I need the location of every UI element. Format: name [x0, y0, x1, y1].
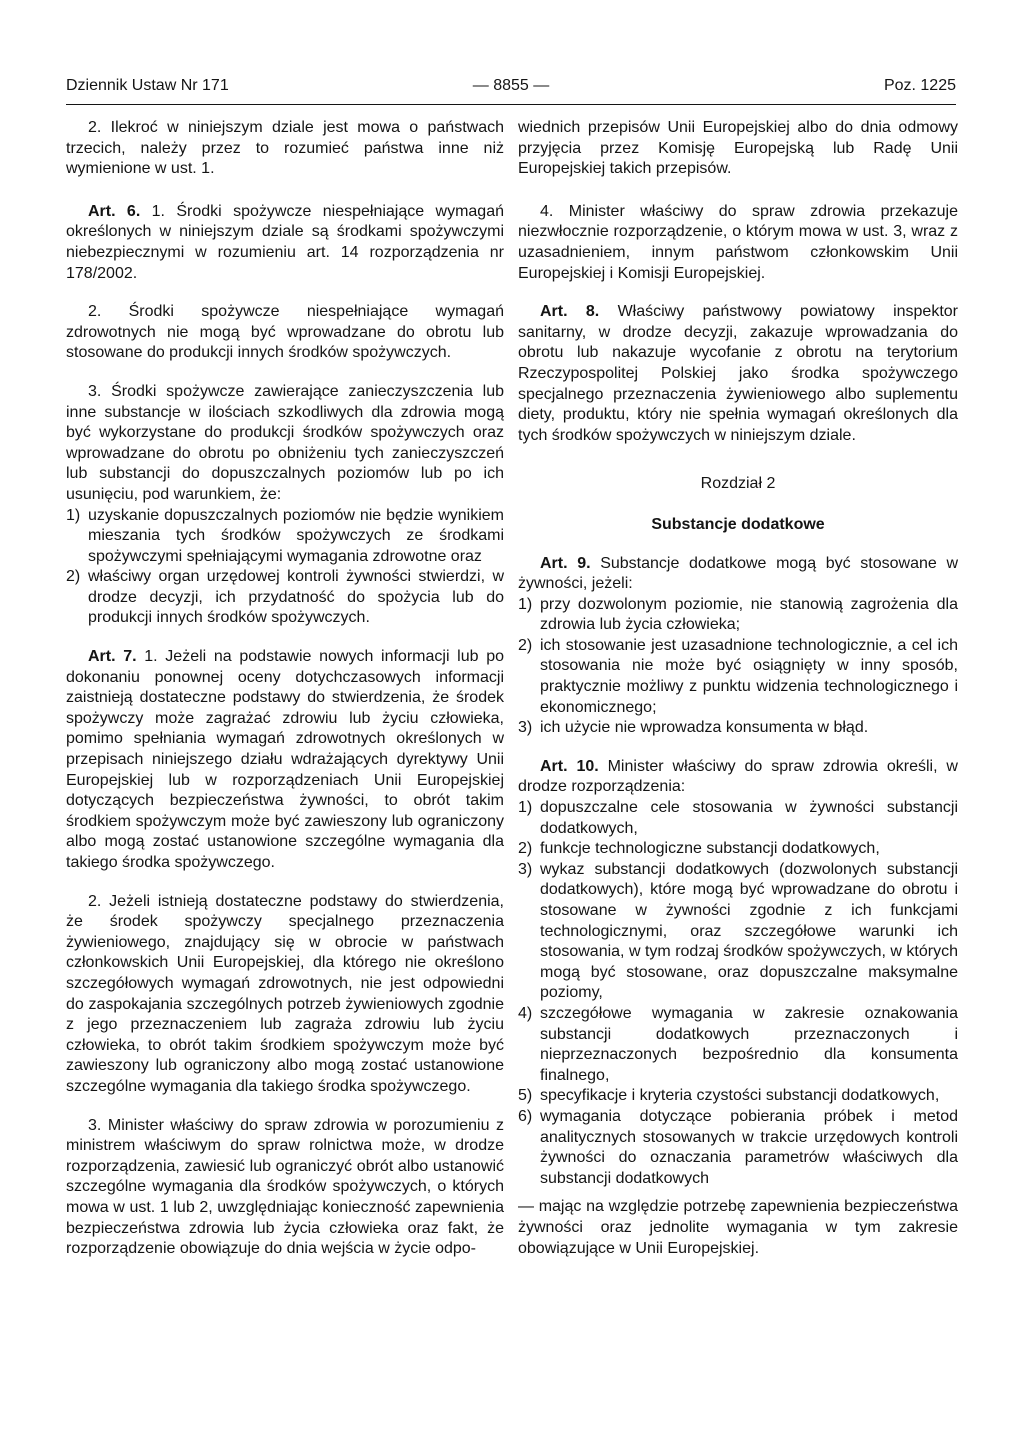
chapter-title: Substancje dodatkowe	[651, 515, 825, 533]
list-item-text: właściwy organ urzędowej kontroli żywności stwierdzi, w drodze decyzji, ich przydatność do spożycia lub do produkcji innych środków spożywczych.	[88, 568, 504, 627]
art6-paragraph-3: 3. Środki spożywcze zawierające zanieczyszczenia lub inne substancje w ilościach szkodliwych dla zdrowia mogą być wykorzystane do produkcji środków spożywczych oraz wprowadzane do obrotu po obniżeniu tych zanieczyszczeń lub substancji do dopuszczalnych poziomów lub po ich usunięciu, pod warunkiem, że:	[66, 382, 504, 503]
list-item-text: specyfikacje i kryteria czystości substancji dodatkowych,	[540, 1087, 940, 1105]
list-item-number: 2)	[518, 840, 533, 858]
list-item-number: 1)	[518, 799, 533, 817]
art10-closing-dash: — mając na względzie potrzebę zapewnienia bezpieczeństwa żywności oraz jednolite wymagania w tym zakresie obowiązujące w Unii Europejskiej.	[518, 1198, 958, 1257]
art8-text: Właściwy państwowy powiatowy inspektor sanitarny, w drodze decyzji, zakazuje wprowadzania do obrotu lub nakazuje wycofanie z obrotu na terytorium Rzeczypospolitej Polskiej jako środka spożywczego specjalnego przeznaczenia żywieniowego albo suplementu diety, produktu, który nie spełnia wymagań określonych dla tych środków spożywczych w niniejszym dziale.	[518, 303, 959, 444]
list-item	[518, 718, 958, 739]
page-number: — 8855 —	[472, 77, 550, 94]
art7-paragraph-3: 3. Minister właściwy do spraw zdrowia w porozumieniu z ministrem właściwym do spraw rolnictwa może, w drodze rozporządzenia, zawiesić lub ograniczyć obrót albo ustanowić szczególne wymagania dla środków spożywczych, o których mowa w ust. 1 lub 2, uwzględniając konieczność zapewnienia bezpieczeństwa zdrowia lub życia człowieka oraz fakt, że rozporządzenie obowiązuje do dnia wejścia w życie odpo-	[66, 1116, 504, 1258]
art7-paragraph-4: 4. Minister właściwy do spraw zdrowia przekazuje niezwłocznie rozporządzenie, o którym mowa w ust. 3, wraz z uzasadnieniem, innym państwom członkowskim Unii Europejskiej i Komisji Europejskiej.	[518, 202, 958, 282]
header-divider	[66, 104, 956, 105]
art9-label: Art. 9.	[540, 554, 591, 572]
list-item	[518, 636, 958, 718]
art9-text: Substancje dodatkowe mogą być stosowane w żywności, jeżeli:	[518, 554, 959, 593]
list-item-text: ich użycie nie wprowadza konsumenta w błąd.	[540, 719, 869, 737]
list-item-text: wykaz substancji dodatkowych (dozwolonych substancji dodatkowych), które mogą być wprowadzane do obrotu i stosowane w żywności zgodnie z ich funkcjami technologicznymi, oraz szczegółowe warunki ich stosowania, w tym rodzaj środków spożywczych, w których mogą być stosowane, oraz dopuszczalne maksymalne poziomy,	[540, 860, 958, 1002]
journal-title: Dziennik Ustaw Nr 171	[66, 77, 229, 94]
art8-label: Art. 8.	[540, 303, 600, 321]
art10-label: Art. 10.	[540, 757, 599, 775]
list-item	[518, 798, 958, 839]
list-item	[66, 506, 504, 568]
art10-paragraph	[518, 757, 958, 798]
list-item	[518, 839, 958, 860]
page-header	[66, 76, 956, 104]
list-item	[518, 1004, 958, 1086]
list-item-number: 3)	[518, 860, 533, 878]
list-item-number: 2)	[518, 636, 533, 654]
art9-paragraph	[518, 554, 958, 595]
art7-paragraph-2: 2. Jeżeli istnieją dostateczne podstawy do stwierdzenia, że środek spożywczy specjalnego przeznaczenia żywieniowego, znajdujący się w obrocie w państwach członkowskich Unii Europejskiej, dla którego nie określono szczegółowych wymagań zdrowotnych, nie jest odpowiedni do zaspokajania szczególnych potrzeb żywieniowych zgodnie z jego przeznaczeniem lub zagraża zdrowiu lub życiu człowieka, to obrót takim środkiem spożywczym może być zawieszony lub ograniczony albo mogą zostać ustanowione szczególne wymagania dla takiego środka spożywczego.	[66, 892, 504, 1095]
list-item-text: dopuszczalne cele stosowania w żywności substancji dodatkowych,	[540, 799, 958, 837]
list-item-number: 4)	[518, 1004, 533, 1022]
list-item-text: przy dozwolonym poziomie, nie stanowią zagrożenia dla zdrowia lub życia człowieka;	[540, 595, 958, 634]
art7-paragraph-1	[66, 647, 504, 874]
list-item-number: 6)	[518, 1107, 533, 1125]
chapter-heading: Rozdział 2	[700, 475, 776, 493]
art7-1-text: 1. Jeżeli na podstawie nowych informacji lub po dokonaniu ponownej oceny dotychczasowych informacji zaistnieją dostateczne podstawy do stwierdzenia, że środek spożywczy może zagrażać zdrowiu lub życiu człowieka, pomimo spełniania wymagań zdrowotnych określonych w przepisach niniejszego działu wdrażających dyrektywy Unii Europejskiej lub w rozporządzeniach Unii Europejskiej dotyczących bezpieczeństwa żywności, to obrót takim środkiem spożywczym może być zawieszony lub ograniczony albo mogą zostać ustanowione szczególne wymagania dla takiego środka spożywczego.	[66, 648, 505, 871]
list-item	[518, 860, 958, 1004]
right-column	[518, 118, 958, 1259]
list-item-text: ich stosowanie jest uzasadnione technologicznie, a cel ich stosowania nie może być osiągnięty w inny sposób, praktycznie możliwy z punktu widzenia technologicznego i ekonomicznego;	[540, 636, 958, 716]
art6-1-text: 1. Środki spożywcze niespełniające wymagań określonych w niniejszym dziale są środkami spożywczymi niebezpiecznymi w rozumieniu art. 14 rozporządzenia nr 178/2002.	[66, 202, 504, 282]
list-item-number: 3)	[518, 719, 533, 737]
list-item	[66, 567, 504, 629]
list-item-number: 1)	[518, 595, 533, 613]
art8-paragraph	[518, 302, 958, 446]
art7-paragraph-3-continued: wiednich przepisów Unii Europejskiej albo do dnia odmowy przyjęcia przez Komisję Europejską lub Radę Unii Europejskiej takich przepisów.	[518, 119, 958, 178]
list-item-text: uzyskanie dopuszczalnych poziomów nie będzie wynikiem mieszania tych środków spożywczych ze środkami spożywczymi spełniającymi wymagania zdrowotne oraz	[88, 506, 504, 565]
list-item-number: 5)	[518, 1087, 533, 1105]
list-item	[518, 1107, 958, 1189]
list-item	[518, 595, 958, 636]
list-item-text: wymagania dotyczące pobierania próbek i metod analitycznych stosowanych w trakcie urzędowych kontroli żywności do oznaczania parametrów właściwych dla substancji dodatkowych	[540, 1107, 958, 1187]
list-item-number: 2)	[66, 568, 81, 586]
art10-text: Minister właściwy do spraw zdrowia określi, w drodze rozporządzenia:	[518, 757, 958, 796]
position-number: Poz. 1225	[883, 77, 956, 94]
list-item-text: szczegółowe wymagania w zakresie oznakowania substancji dodatkowych przeznaczonych i nieprzeznaczonych bezpośrednio dla konsumenta finalnego,	[540, 1004, 958, 1084]
list-item	[518, 1086, 958, 1107]
list-item-number: 1)	[66, 506, 81, 524]
art7-label: Art. 7.	[88, 648, 137, 666]
left-column	[66, 118, 504, 1260]
art6-paragraph-2: 2. Środki spożywcze niespełniające wymagań zdrowotnych nie mogą być wprowadzane do obrotu lub stosowane do produkcji innych środków spożywczych.	[66, 303, 504, 362]
art6-paragraph-1	[66, 202, 504, 284]
list-item-text: funkcje technologiczne substancji dodatkowych,	[540, 840, 880, 858]
art6-label: Art. 6.	[88, 202, 141, 220]
art5-paragraph-2: 2. Ilekroć w niniejszym dziale jest mowa o państwach trzecich, należy przez to rozumieć państwa inne niż wymienione w ust. 1.	[66, 119, 504, 178]
